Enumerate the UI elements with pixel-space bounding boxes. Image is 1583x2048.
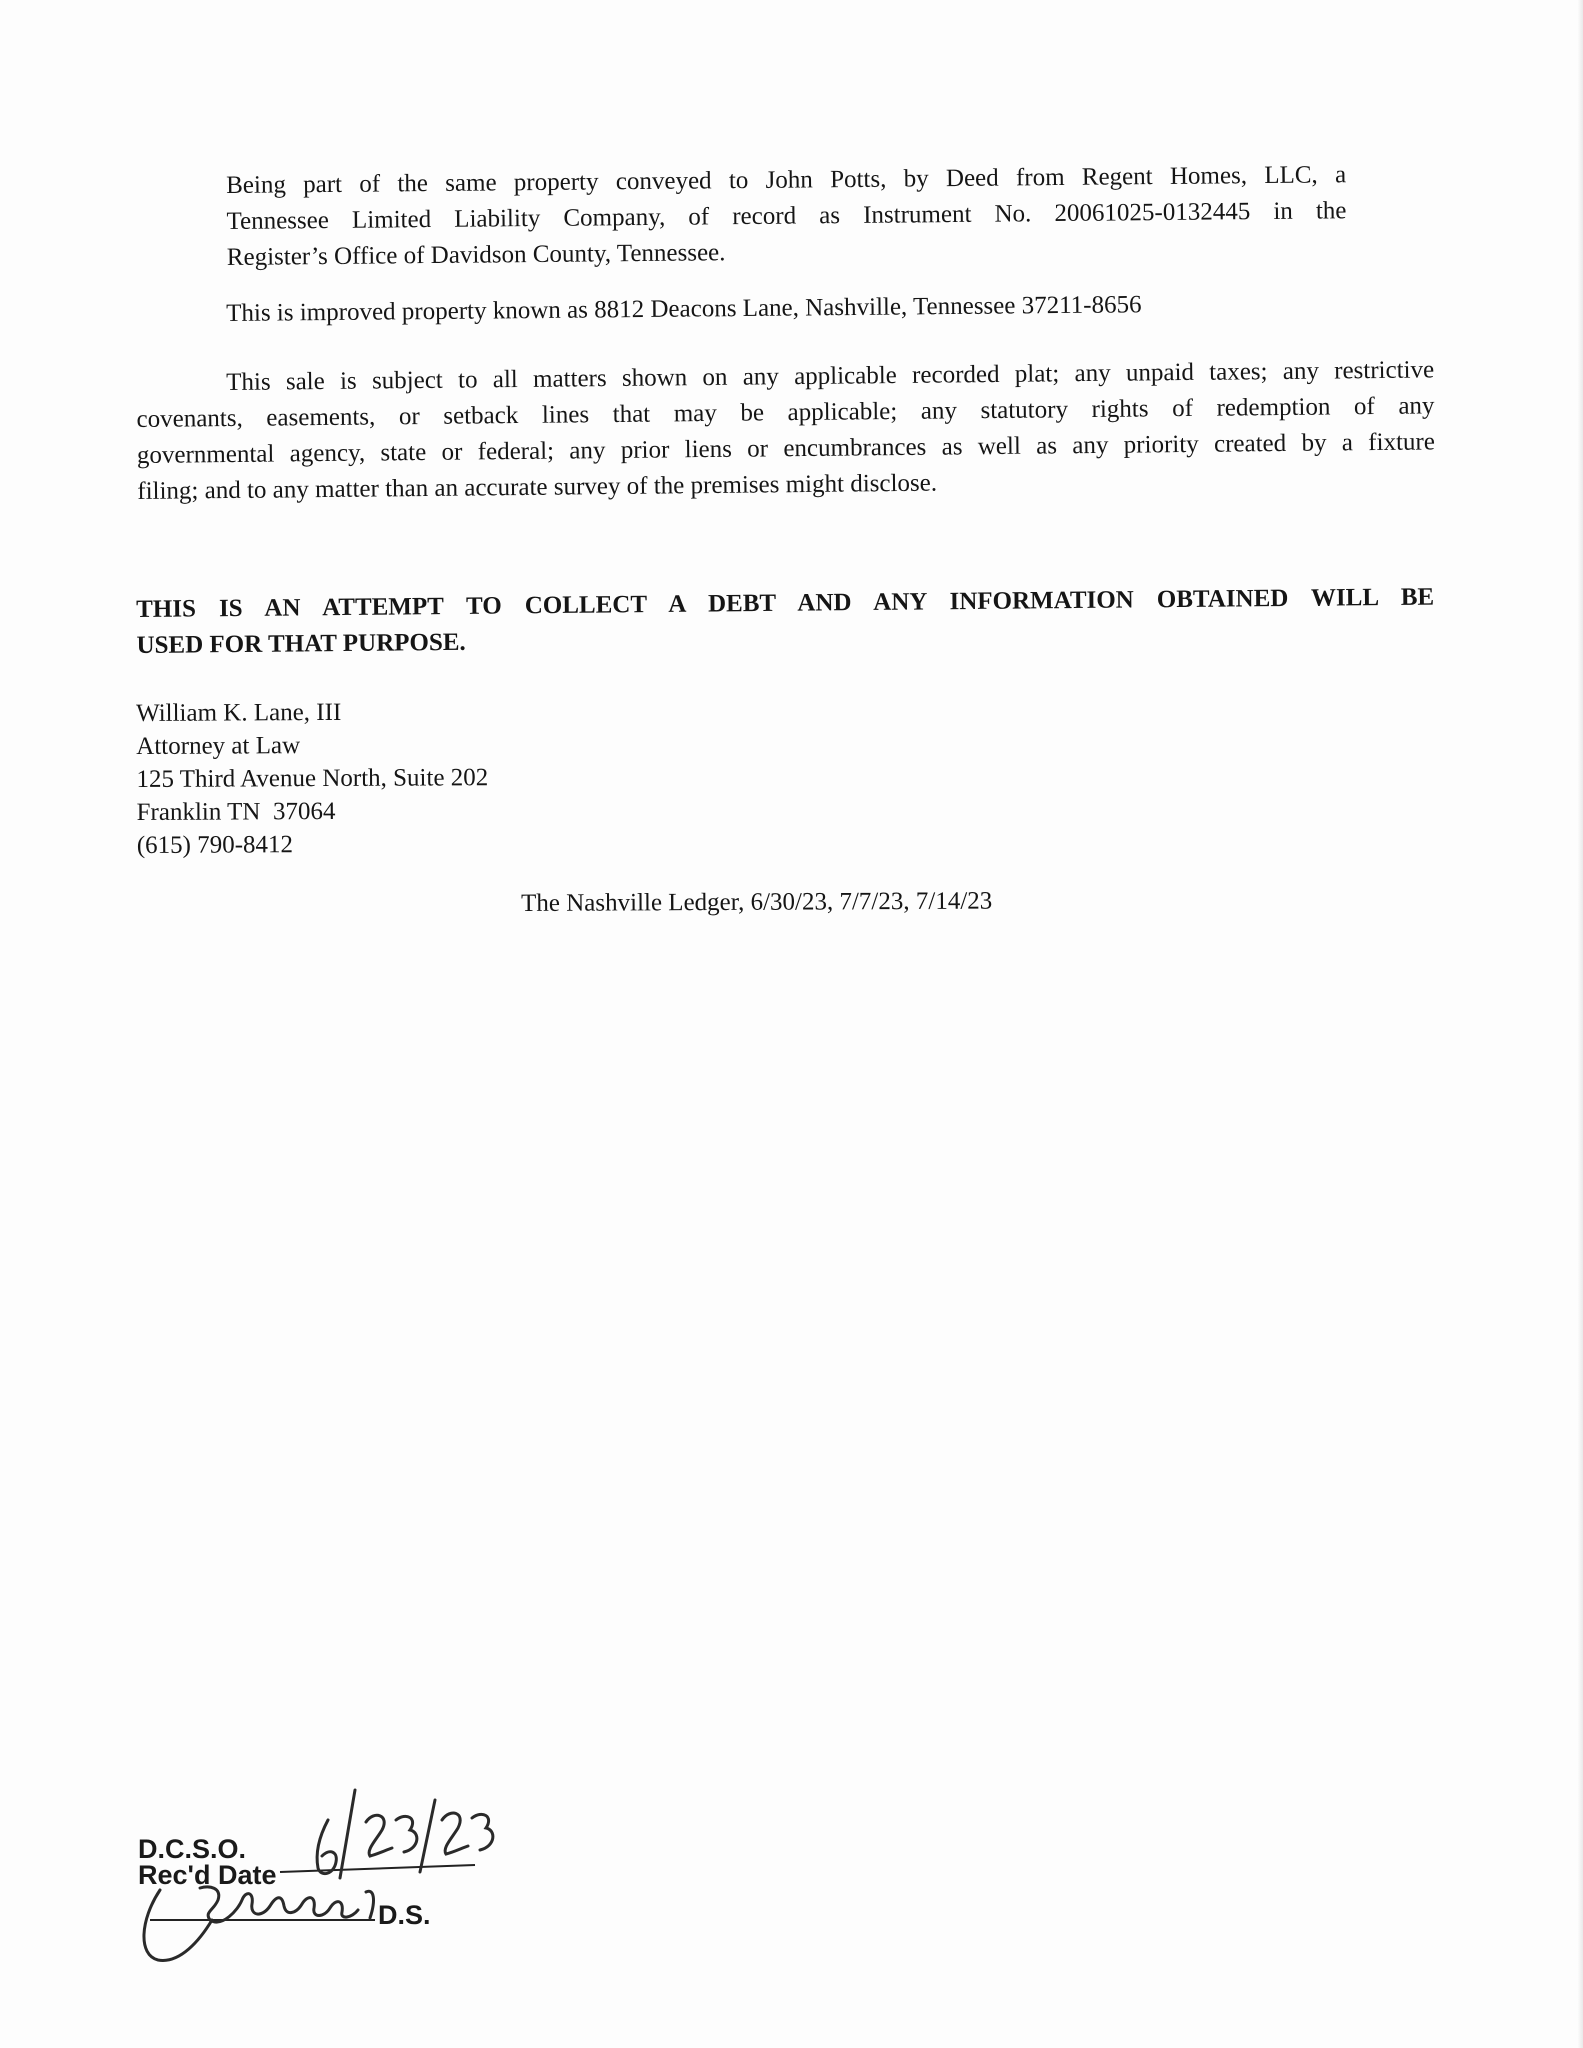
- improved-property-paragraph: This is improved property known as 8812 Deacons Lane, Nashville, Tennessee 37211-8656: [226, 291, 1142, 327]
- paragraph-line: This sale is subject to all matters shown on any applicable recorded plat; any unpaid taxes; any restrictive: [226, 356, 1435, 397]
- paragraph-line: covenants, easements, or setback lines that may be applicable; any statutory rights of redemption of any: [136, 392, 1435, 433]
- scan-edge: [1577, 0, 1583, 2048]
- sale-subject-paragraph: [136, 352, 1435, 510]
- attorney-name: William K. Lane, III: [136, 698, 342, 727]
- paragraph-line: Being part of the same property conveyed to John Potts, by Deed from Regent Homes, LLC, a: [226, 161, 1347, 199]
- attorney-city: Franklin TN 37064: [136, 797, 336, 826]
- paragraph-line: governmental agency, state or federal; any prior liens or encumbrances as well as any priority created by a fixture: [136, 428, 1436, 469]
- attorney-address: 125 Third Avenue North, Suite 202: [136, 764, 489, 793]
- received-date-stamp: [130, 1760, 530, 1970]
- paragraph-line: Register’s Office of Davidson County, Tennessee.: [226, 239, 726, 271]
- publication-line: The Nashville Ledger, 6/30/23, 7/7/23, 7/14/23: [521, 887, 993, 917]
- notice-line: USED FOR THAT PURPOSE.: [136, 628, 466, 659]
- notice-line: THIS IS AN ATTEMPT TO COLLECT A DEBT AND ANY INFORMATION OBTAINED WILL BE: [136, 583, 1435, 623]
- handwritten-signature-icon: [130, 1760, 530, 1970]
- stamp-recd-date-label: Rec'd Date: [138, 1860, 277, 1890]
- debt-collection-notice: [136, 580, 1435, 664]
- property-conveyance-paragraph: [226, 157, 1347, 276]
- attorney-phone: (615) 790-8412: [136, 831, 294, 859]
- attorney-signature-block: [136, 695, 489, 862]
- attorney-title: Attorney at Law: [136, 732, 301, 760]
- paragraph-line: Tennessee Limited Liability Company, of record as Instrument No. 20061025-0132445 in the: [226, 197, 1347, 235]
- stamp-ds-label: D.S.: [378, 1900, 431, 1930]
- stamp-office-label: D.C.S.O.: [138, 1834, 247, 1864]
- paragraph-line: filing; and to any matter than an accurate survey of the premises might disclose.: [137, 469, 938, 505]
